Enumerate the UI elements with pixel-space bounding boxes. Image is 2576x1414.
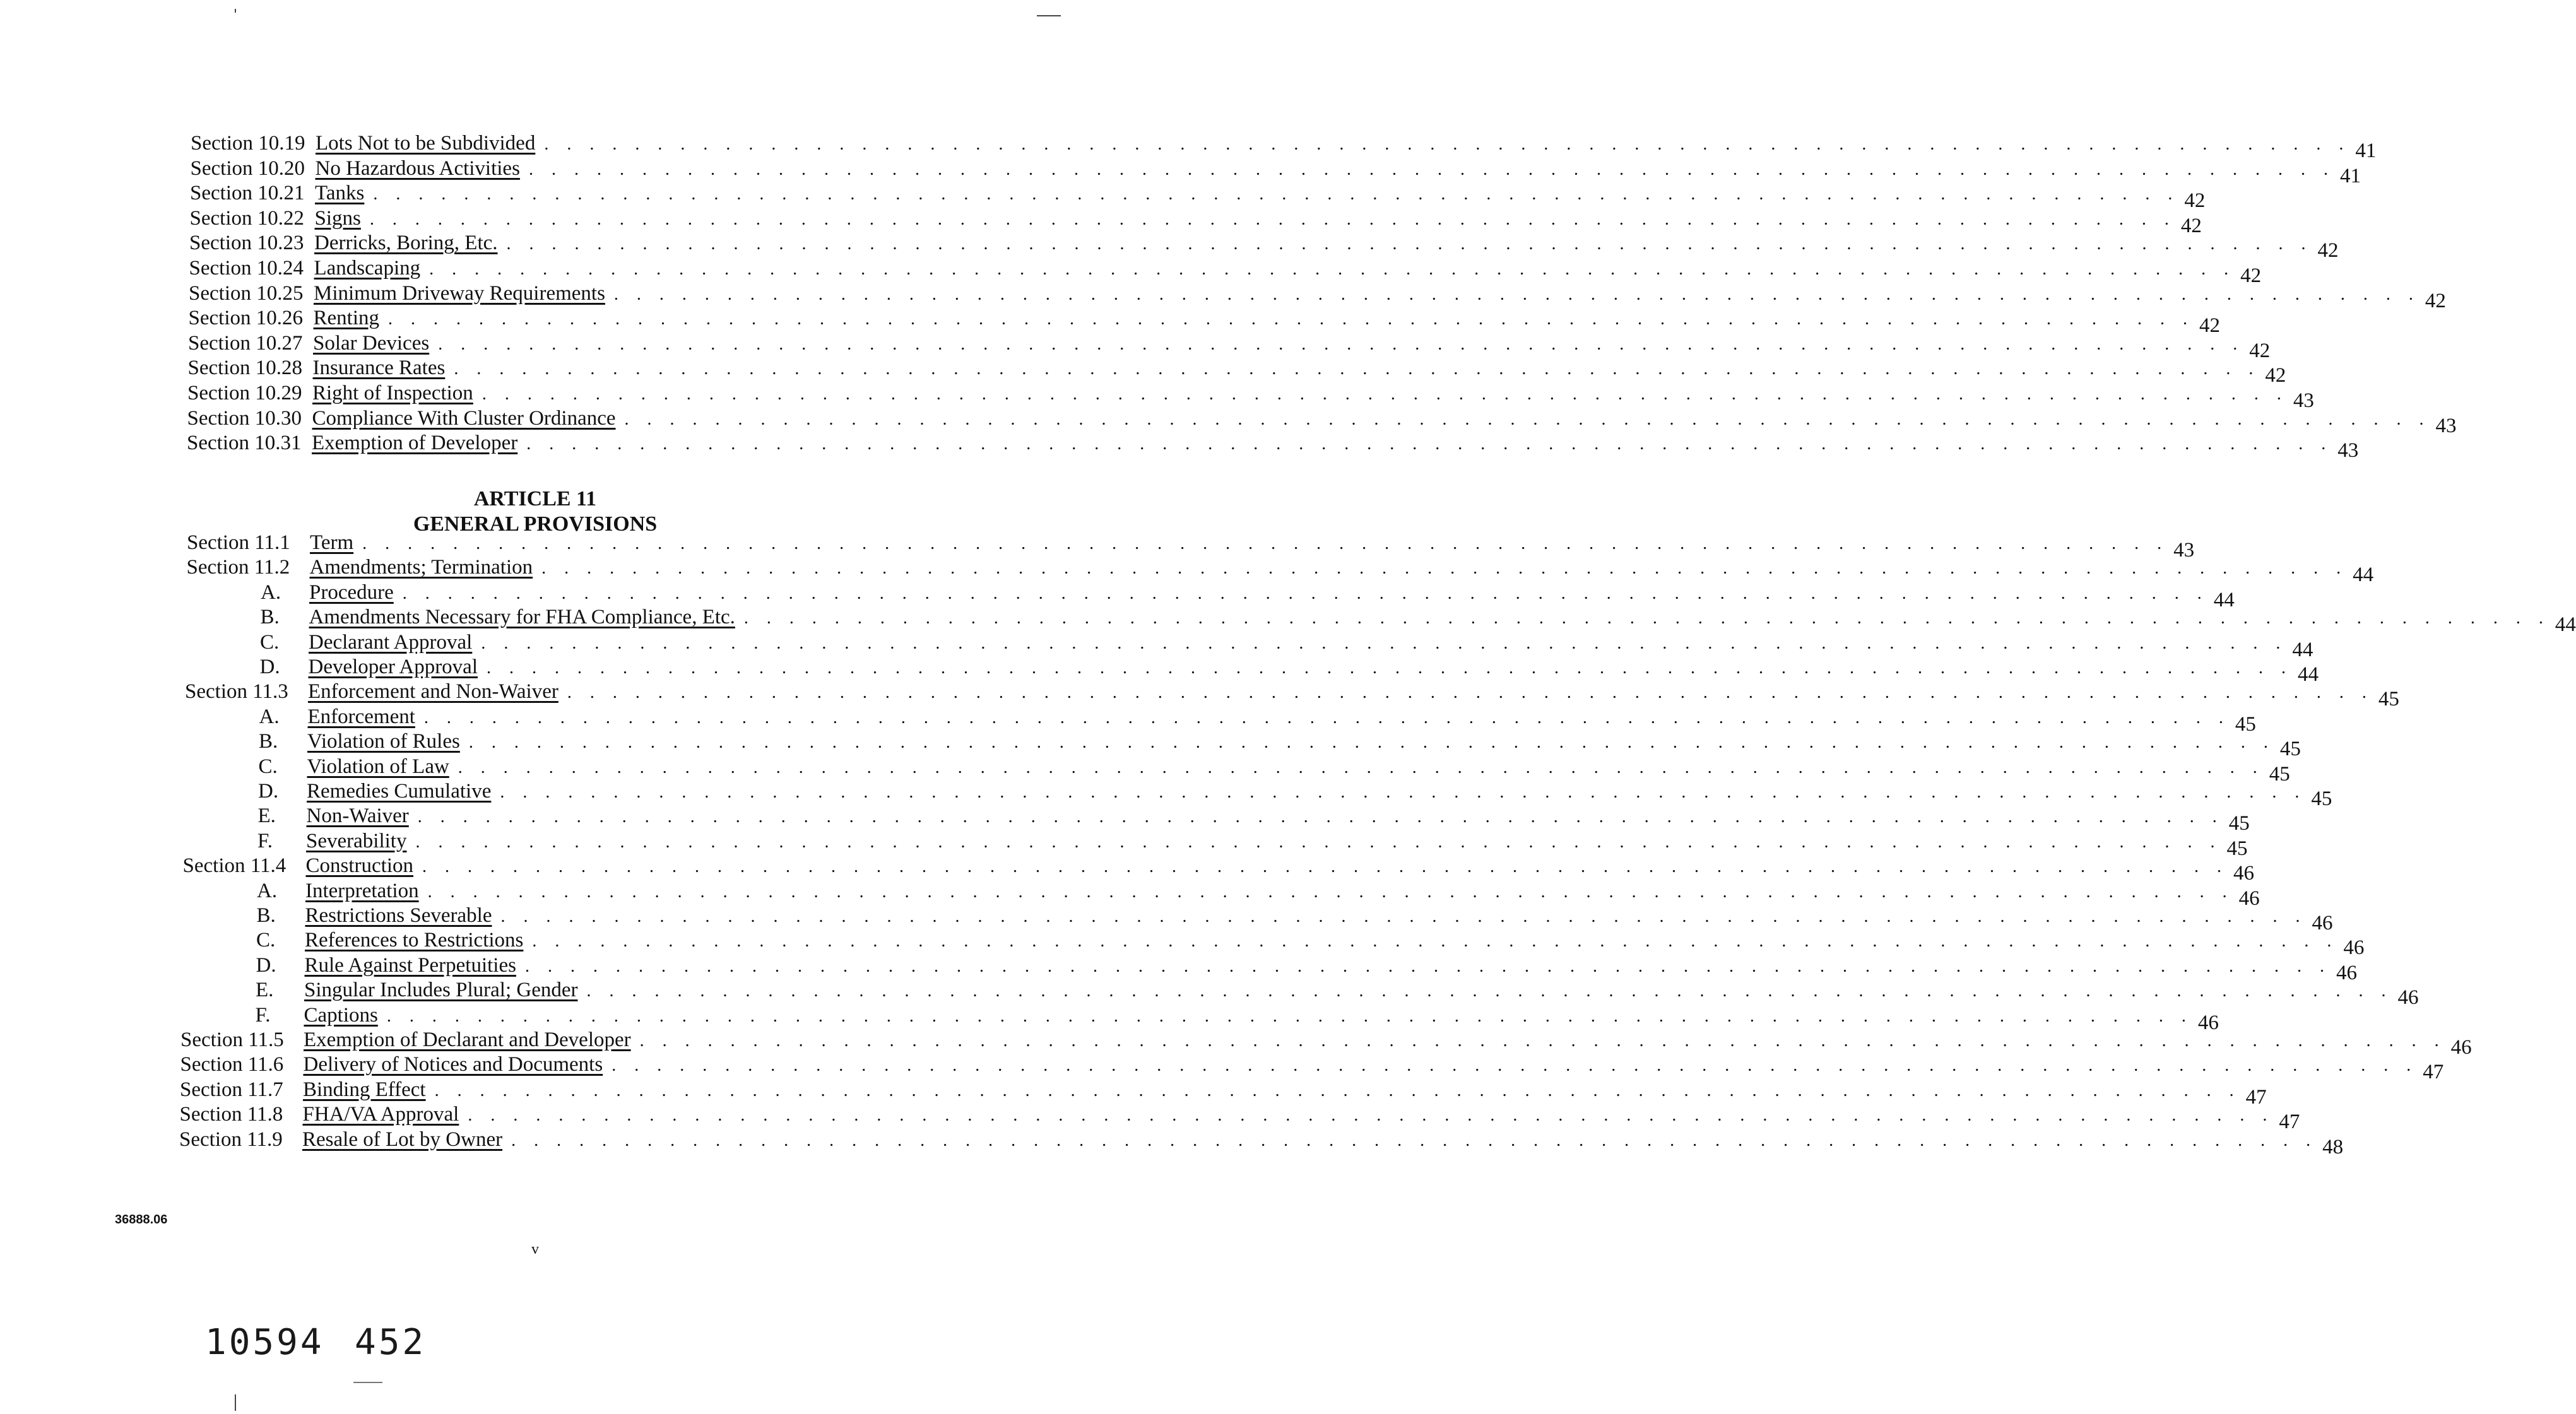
toc-page-number: 45 [2378,688,2399,711]
toc-entry[interactable] [179,1127,2344,1158]
toc-page-number: 43 [2337,439,2359,462]
toc-page-number: 46 [2233,862,2254,885]
toc-entry[interactable] [189,256,2262,287]
toc-entry[interactable] [187,430,2359,462]
toc-section-number: Section 10.25 [189,281,304,305]
toc-entry[interactable]: F. Captions . . . . . . . . . . . . . . . . . . . . . . . . . . . . . . . . . . . . . . . . . . . . . . . . . . . . . . . . . . . . . . . . . . . . . . . . . . . . . . . . 46 [255,1003,2219,1034]
dot-leader: . . . . . . . . . . . . . . . . . . . . . . . . . . . . . . . . . . . . . . . . . . . . . . . . . . . . . . . . . . . . . . . . . . . . . . . . . . . . . . . . [369,209,2176,229]
toc-title-link[interactable]: Exemption of Developer [312,432,518,455]
page-number: v [531,1241,539,1258]
dot-leader: . . . . . . . . . . . . . . . . . . . . . . . . . . . . . . . . . . . . . . . . . . . . . . . . . . . . . . . . . . . . . . . . . . . . . . . . . . . . . . . . [639,1031,2446,1051]
toc-section-number: Section 10.21 [190,182,305,205]
toc-section-number: Section 10.26 [188,307,303,330]
toc-page-number: 41 [2339,164,2361,187]
toc-title-link[interactable]: No Hazardous Activities [315,156,520,180]
toc-page-number: 45 [2311,787,2332,810]
toc-entry[interactable] [189,281,2446,312]
dot-leader: . . . . . . . . . . . . . . . . . . . . . . . . . . . . . . . . . . . . . . . . . . . . . . . . . . . . . . . . . . . . . . . . . . . . . . . . . . . . . . . . [468,1105,2274,1126]
dot-leader: . . . . . . . . . . . . . . . . . . . . . . . . . . . . . . . . . . . . . . . . . . . . . . . . . . . . . . . . . . . . . . . . . . . . . . . . . . . . . . . . [423,707,2230,728]
toc-page-number: 46 [2450,1036,2472,1059]
toc-section-number: Section 11.6 [180,1053,284,1076]
toc-section-number: Section 11.2 [186,556,290,579]
toc-section-number: Section 11.1 [187,531,290,554]
dot-leader: . . . . . . . . . . . . . . . . . . . . . . . . . . . . . . . . . . . . . . . . . . . . . . . . . . . . . . . . . . . . . . . . . . . . . . . . . . . . . . . . [567,683,2373,703]
dot-leader: . . . . . . . . . . . . . . . . . . . . . . . . . . . . . . . . . . . . . . . . . . . . . . . . . . . . . . . . . . . . . . . . . . . . . . . . . . . . . . . . [388,309,2194,329]
dot-leader: . . . . . . . . . . . . . . . . . . . . . . . . . . . . . . . . . . . . . . . . . . . . . . . . . . . . . . . . . . . . . . . . . . . . . . . . . . . . . . . . [624,409,2431,429]
toc-entry[interactable] [187,406,2457,437]
dot-leader: . . . . . . . . . . . . . . . . . . . . . . . . . . . . . . . . . . . . . . . . . . . . . . . . . . . . . . . . . . . . . . . . . . . . . . . . . . . . . . . . [524,956,2331,976]
toc-page-number: 47 [2279,1111,2300,1134]
toc-section-number: Section 11.9 [179,1128,283,1151]
toc-title-link[interactable]: Violation of Law [307,755,449,778]
toc-entry[interactable] [188,305,2220,338]
toc-entry[interactable]: D. Rule Against Perpetuities . . . . . . . . . . . . . . . . . . . . . . . . . . . . . . . . . . . . . . . . . . . . . . . . . . . . . . . . . . . . . . . . . . . . . . . . . . . . . . . . 46 [256,953,2357,984]
toc-title-link[interactable]: Developer Approval [308,656,478,678]
dot-leader: . . . . . . . . . . . . . . . . . . . . . . . . . . . . . . . . . . . . . . . . . . . . . . . . . . . . . . . . . . . . . . . . . . . . . . . . . . . . . . . . [500,907,2307,926]
scan-mark [235,9,236,13]
toc-page-number: 42 [2180,214,2202,237]
dot-leader: . . . . . . . . . . . . . . . . . . . . . . . . . . . . . . . . . . . . . . . . . . . . . . . . . . . . . . . . . . . . . . . . . . . . . . . . . . . . . . . . [541,558,2348,579]
toc-title-link[interactable]: Interpretation [305,879,419,902]
toc-section-number: Section 10.27 [188,331,303,355]
toc-entry[interactable] [191,131,2377,162]
toc-page-number: 46 [2336,961,2357,984]
toc-title-link[interactable]: Violation of Rules [307,730,460,753]
toc-section-number: Section 10.28 [187,356,302,380]
toc-page-number: 44 [2353,563,2374,587]
toc-entry[interactable] [189,230,2339,262]
toc-title-link[interactable]: Delivery of Notices and Documents [303,1053,603,1076]
toc-title-link[interactable]: Solar Devices [313,331,430,355]
dot-leader: . . . . . . . . . . . . . . . . . . . . . . . . . . . . . . . . . . . . . . . . . . . . . . . . . . . . . . . . . . . . . . . . . . . . . . . . . . . . . . . . [422,857,2228,877]
toc-entry[interactable]: A. Procedure . . . . . . . . . . . . . . . . . . . . . . . . . . . . . . . . . . . . . . . . . . . . . . . . . . . . . . . . . . . . . . . . . . . . . . . . . . . . . . . . 44 [261,580,2235,611]
toc-title-link[interactable]: Right of Inspection [312,382,473,404]
toc-section-number: Section 10.24 [189,257,304,280]
dot-leader: . . . . . . . . . . . . . . . . . . . . . . . . . . . . . . . . . . . . . . . . . . . . . . . . . . . . . . . . . . . . . . . . . . . . . . . . . . . . . . . . [415,832,2222,852]
toc-title-link[interactable]: Declarant Approval [309,630,473,654]
toc-page-number: 47 [2423,1061,2444,1084]
toc-title-link[interactable]: Singular Includes Plural; Gender [304,979,578,1002]
toc-section-number: Section 11.5 [180,1028,284,1051]
dot-leader: . . . . . . . . . . . . . . . . . . . . . . . . . . . . . . . . . . . . . . . . . . . . . . . . . . . . . . . . . . . . . . . . . . . . . . . . . . . . . . . . [482,384,2288,404]
toc-page-number: 45 [2269,762,2290,786]
toc-entry[interactable]: B. Amendments Necessary for FHA Compliance, Etc. . . . . . . . . . . . . . . . . . . . . . . . . . . . . . . . . . . . . . . . . . . . . . . . . . . . . . . . . . . . . . . . . . . . . . . . . . . . . . . . . 44 [260,606,2576,637]
toc-entry[interactable] [182,853,2254,885]
dot-leader: . . . . . . . . . . . . . . . . . . . . . . . . . . . . . . . . . . . . . . . . . . . . . . . . . . . . . . . . . . . . . . . . . . . . . . . . . . . . . . . . [386,1006,2193,1026]
toc-entry[interactable] [187,380,2314,412]
toc-entry[interactable] [187,355,2286,387]
toc-entry[interactable] [180,1027,2472,1059]
toc-title-link[interactable]: Compliance With Cluster Ordinance [312,406,616,430]
dot-leader: . . . . . . . . . . . . . . . . . . . . . . . . . . . . . . . . . . . . . . . . . . . . . . . . . . . . . . . . . . . . . . . . . . . . . . . . . . . . . . . . [511,1130,2318,1150]
toc-title-link[interactable]: Binding Effect [303,1078,426,1101]
dot-leader: . . . . . . . . . . . . . . . . . . . . . . . . . . . . . . . . . . . . . . . . . . . . . . . . . . . . . . . . . . . . . . . . . . . . . . . . . . . . . . . . [613,284,2420,304]
toc-entry[interactable] [186,555,2374,587]
dot-leader: . . . . . . . . . . . . . . . . . . . . . . . . . . . . . . . . . . . . . . . . . . . . . . . . . . . . . . . . . . . . . . . . . . . . . . . . . . . . . . . . [429,259,2236,279]
toc-title-link[interactable]: Construction [305,854,413,878]
toc-page-number: 42 [2265,364,2286,387]
toc-entry[interactable]: C. References to Restrictions . . . . . . . . . . . . . . . . . . . . . . . . . . . . . . . . . . . . . . . . . . . . . . . . . . . . . . . . . . . . . . . . . . . . . . . . . . . . . . . . 46 [256,929,2365,960]
toc-title-link[interactable]: Tanks [315,182,365,205]
toc-title-link[interactable]: Exemption of Declarant and Developer [304,1028,631,1051]
toc-page-number: 44 [2298,663,2319,686]
toc-section-number: Section 10.29 [187,382,302,404]
dot-leader: . . . . . . . . . . . . . . . . . . . . . . . . . . . . . . . . . . . . . . . . . . . . . . . . . . . . . . . . . . . . . . . . . . . . . . . . . . . . . . . . [743,608,2550,628]
dot-leader: . . . . . . . . . . . . . . . . . . . . . . . . . . . . . . . . . . . . . . . . . . . . . . . . . . . . . . . . . . . . . . . . . . . . . . . . . . . . . . . . [500,782,2307,802]
dot-leader: . . . . . . . . . . . . . . . . . . . . . . . . . . . . . . . . . . . . . . . . . . . . . . . . . . . . . . . . . . . . . . . . . . . . . . . . . . . . . . . . [427,881,2234,902]
toc-entry[interactable] [188,331,2271,362]
toc-entry[interactable] [190,180,2206,213]
toc-page-number: 44 [2213,588,2235,611]
dot-leader: . . . . . . . . . . . . . . . . . . . . . . . . . . . . . . . . . . . . . . . . . . . . . . . . . . . . . . . . . . . . . . . . . . . . . . . . . . . . . . . . [373,184,2180,204]
dot-leader: . . . . . . . . . . . . . . . . . . . . . . . . . . . . . . . . . . . . . . . . . . . . . . . . . . . . . . . . . . . . . . . . . . . . . . . . . . . . . . . . [526,434,2333,454]
toc-page-number: 47 [2245,1085,2267,1109]
toc-page-number: 43 [2293,389,2314,412]
toc-section-number: Section 10.22 [189,206,304,230]
toc-title-link[interactable]: Landscaping [314,257,421,280]
toc-page-number: 43 [2173,539,2195,562]
toc-title-link[interactable]: Severability [306,829,407,852]
toc-entry[interactable] [190,156,2361,187]
toc-section-number: Section 10.23 [189,232,304,255]
dot-leader: . . . . . . . . . . . . . . . . . . . . . . . . . . . . . . . . . . . . . . . . . . . . . . . . . . . . . . . . . . . . . . . . . . . . . . . . . . . . . . . . [612,1056,2418,1076]
dot-leader: . . . . . . . . . . . . . . . . . . . . . . . . . . . . . . . . . . . . . . . . . . . . . . . . . . . . . . . . . . . . . . . . . . . . . . . . . . . . . . . . [586,981,2393,1001]
toc-entry[interactable]: B. Restrictions Severable . . . . . . . . . . . . . . . . . . . . . . . . . . . . . . . . . . . . . . . . . . . . . . . . . . . . . . . . . . . . . . . . . . . . . . . . . . . . . . . . 46 [256,904,2333,934]
toc-entry[interactable]: E. Singular Includes Plural; Gender . . . . . . . . . . . . . . . . . . . . . . . . . . . . . . . . . . . . . . . . . . . . . . . . . . . . . . . . . . . . . . . . . . . . . . . . . . . . . . . . 46 [256,979,2419,1010]
toc-section-number: Section 11.8 [179,1103,283,1126]
toc-page-number: 42 [2240,264,2262,287]
toc-title-link[interactable]: Procedure [309,580,394,604]
toc-section-number: Section 10.20 [190,156,305,180]
toc-title-link[interactable]: FHA/VA Approval [302,1103,459,1126]
toc-page-number: 46 [2312,912,2333,934]
toc-title-link[interactable]: Non-Waiver [306,804,409,828]
toc-entry[interactable] [185,679,2399,711]
toc-section-number: Section 11.7 [180,1078,283,1101]
toc-section-number: Section 10.19 [191,132,305,155]
toc-entry[interactable] [179,1102,2300,1134]
toc-entry[interactable] [180,1077,2267,1109]
toc-entry[interactable]: D. Developer Approval . . . . . . . . . . . . . . . . . . . . . . . . . . . . . . . . . . . . . . . . . . . . . . . . . . . . . . . . . . . . . . . . . . . . . . . . . . . . . . . . 44 [259,656,2319,686]
toc-title-link[interactable]: Renting [313,307,379,330]
toc-section-number: Section 10.31 [187,432,302,455]
toc-page-number: 48 [2322,1135,2344,1158]
dot-leader: . . . . . . . . . . . . . . . . . . . . . . . . . . . . . . . . . . . . . . . . . . . . . . . . . . . . . . . . . . . . . . . . . . . . . . . . . . . . . . . . [458,757,2264,777]
toc-page-number: 46 [2238,887,2260,910]
scan-mark [353,1382,382,1383]
toc-entry[interactable] [180,1052,2444,1084]
dot-leader: . . . . . . . . . . . . . . . . . . . . . . . . . . . . . . . . . . . . . . . . . . . . . . . . . . . . . . . . . . . . . . . . . . . . . . . . . . . . . . . . [487,658,2293,678]
toc-title-link[interactable]: Resale of Lot by Owner [302,1128,503,1151]
toc-page-number: 42 [2317,239,2339,262]
toc-page-number: 46 [2343,936,2365,960]
toc-section-number: Section 11.3 [185,680,288,704]
scan-mark [1037,15,1061,16]
toc-title-link[interactable]: Insurance Rates [312,356,446,380]
toc-page-number: 45 [2279,738,2301,761]
recording-book-stamp: 10594 [205,1322,324,1363]
toc-entry[interactable]: A. Enforcement . . . . . . . . . . . . . . . . . . . . . . . . . . . . . . . . . . . . . . . . . . . . . . . . . . . . . . . . . . . . . . . . . . . . . . . . . . . . . . . . 45 [259,705,2256,736]
toc-title-link[interactable]: Amendments Necessary for FHA Compliance, Etc. [309,606,735,629]
toc-title-link[interactable]: Derricks, Boring, Etc. [314,232,498,255]
article-number: ARTICLE 11 [473,487,597,510]
toc-entry[interactable]: F. Severability . . . . . . . . . . . . . . . . . . . . . . . . . . . . . . . . . . . . . . . . . . . . . . . . . . . . . . . . . . . . . . . . . . . . . . . . . . . . . . . . 45 [257,829,2248,860]
dot-leader: . . . . . . . . . . . . . . . . . . . . . . . . . . . . . . . . . . . . . . . . . . . . . . . . . . . . . . . . . . . . . . . . . . . . . . . . . . . . . . . . [438,334,2245,354]
dot-leader: . . . . . . . . . . . . . . . . . . . . . . . . . . . . . . . . . . . . . . . . . . . . . . . . . . . . . . . . . . . . . . . . . . . . . . . . . . . . . . . . [468,733,2275,753]
dot-leader: . . . . . . . . . . . . . . . . . . . . . . . . . . . . . . . . . . . . . . . . . . . . . . . . . . . . . . . . . . . . . . . . . . . . . . . . . . . . . . . . [362,534,2169,553]
toc-page-number: 43 [2435,414,2457,437]
toc-title-link[interactable]: Enforcement [307,705,415,728]
dot-leader: . . . . . . . . . . . . . . . . . . . . . . . . . . . . . . . . . . . . . . . . . . . . . . . . . . . . . . . . . . . . . . . . . . . . . . . . . . . . . . . . [506,234,2313,254]
toc-entry[interactable] [187,530,2195,562]
toc-title-link[interactable]: References to Restrictions [305,929,524,952]
toc-title-link[interactable]: Enforcement and Non-Waiver [308,680,558,704]
toc-page-number: 46 [2197,1011,2219,1034]
scan-mark [235,1394,236,1411]
toc-page-number: 46 [2397,986,2419,1010]
dot-leader: . . . . . . . . . . . . . . . . . . . . . . . . . . . . . . . . . . . . . . . . . . . . . . . . . . . . . . . . . . . . . . . . . . . . . . . . . . . . . . . . [434,1080,2241,1100]
toc-section-number: Section 10.30 [187,406,302,430]
recording-page-stamp: 452 [355,1322,427,1363]
dot-leader: . . . . . . . . . . . . . . . . . . . . . . . . . . . . . . . . . . . . . . . . . . . . . . . . . . . . . . . . . . . . . . . . . . . . . . . . . . . . . . . . [544,134,2351,154]
dot-leader: . . . . . . . . . . . . . . . . . . . . . . . . . . . . . . . . . . . . . . . . . . . . . . . . . . . . . . . . . . . . . . . . . . . . . . . . . . . . . . . . [417,807,2224,827]
toc-page-number: 45 [2226,837,2248,860]
toc-page-number: 45 [2235,712,2256,736]
toc-page-number: 45 [2228,812,2250,835]
dot-leader: . . . . . . . . . . . . . . . . . . . . . . . . . . . . . . . . . . . . . . . . . . . . . . . . . . . . . . . . . . . . . . . . . . . . . . . . . . . . . . . . [402,583,2209,603]
toc-entry[interactable]: A. Interpretation . . . . . . . . . . . . . . . . . . . . . . . . . . . . . . . . . . . . . . . . . . . . . . . . . . . . . . . . . . . . . . . . . . . . . . . . . . . . . . . . 46 [257,879,2260,910]
toc-page-number: 42 [2425,289,2446,312]
toc-title-link[interactable]: Restrictions Severable [305,904,492,927]
dot-leader: . . . . . . . . . . . . . . . . . . . . . . . . . . . . . . . . . . . . . . . . . . . . . . . . . . . . . . . . . . . . . . . . . . . . . . . . . . . . . . . . [454,359,2260,379]
toc-title-link[interactable]: Lots Not to be Subdivided [316,132,536,155]
toc-page-number: 42 [2184,189,2206,213]
toc-title-link[interactable]: Remedies Cumulative [307,780,492,803]
toc-page-number: 42 [2249,339,2271,362]
toc-title-link[interactable]: Rule Against Perpetuities [304,953,516,977]
toc-entry[interactable]: E. Non-Waiver . . . . . . . . . . . . . . . . . . . . . . . . . . . . . . . . . . . . . . . . . . . . . . . . . . . . . . . . . . . . . . . . . . . . . . . . . . . . . . . . 45 [257,804,2250,835]
toc-page-number: 44 [2292,638,2313,661]
toc-entry[interactable]: C. Violation of Law . . . . . . . . . . . . . . . . . . . . . . . . . . . . . . . . . . . . . . . . . . . . . . . . . . . . . . . . . . . . . . . . . . . . . . . . . . . . . . . . 45 [258,755,2290,786]
toc-title-link[interactable]: Signs [314,206,361,230]
toc-entry[interactable]: B. Violation of Rules . . . . . . . . . . . . . . . . . . . . . . . . . . . . . . . . . . . . . . . . . . . . . . . . . . . . . . . . . . . . . . . . . . . . . . . . . . . . . . . . 45 [259,730,2301,761]
toc-page-number: 41 [2355,139,2377,162]
dot-leader: . . . . . . . . . . . . . . . . . . . . . . . . . . . . . . . . . . . . . . . . . . . . . . . . . . . . . . . . . . . . . . . . . . . . . . . . . . . . . . . . [532,931,2339,952]
toc-title-link[interactable]: Captions [304,1003,378,1027]
toc-title-link[interactable]: Term [310,531,354,554]
toc-section-number: Section 11.4 [182,854,287,878]
toc-entry[interactable]: D. Remedies Cumulative . . . . . . . . . . . . . . . . . . . . . . . . . . . . . . . . . . . . . . . . . . . . . . . . . . . . . . . . . . . . . . . . . . . . . . . . . . . . . . . . 45 [258,780,2332,810]
toc-page-number: 44 [2555,613,2576,637]
toc-page-number: 42 [2199,314,2220,338]
dot-leader: . . . . . . . . . . . . . . . . . . . . . . . . . . . . . . . . . . . . . . . . . . . . . . . . . . . . . . . . . . . . . . . . . . . . . . . . . . . . . . . . [528,159,2335,179]
document-id: 36888.06 [115,1213,168,1227]
toc-entry[interactable]: C. Declarant Approval . . . . . . . . . . . . . . . . . . . . . . . . . . . . . . . . . . . . . . . . . . . . . . . . . . . . . . . . . . . . . . . . . . . . . . . . . . . . . . . . 44 [260,630,2313,661]
toc-title-link[interactable]: Amendments; Termination [309,556,533,579]
article-title: GENERAL PROVISIONS [413,512,658,536]
toc-title-link[interactable]: Minimum Driveway Requirements [314,281,605,305]
dot-leader: . . . . . . . . . . . . . . . . . . . . . . . . . . . . . . . . . . . . . . . . . . . . . . . . . . . . . . . . . . . . . . . . . . . . . . . . . . . . . . . . [481,633,2288,653]
toc-entry[interactable] [189,206,2202,237]
